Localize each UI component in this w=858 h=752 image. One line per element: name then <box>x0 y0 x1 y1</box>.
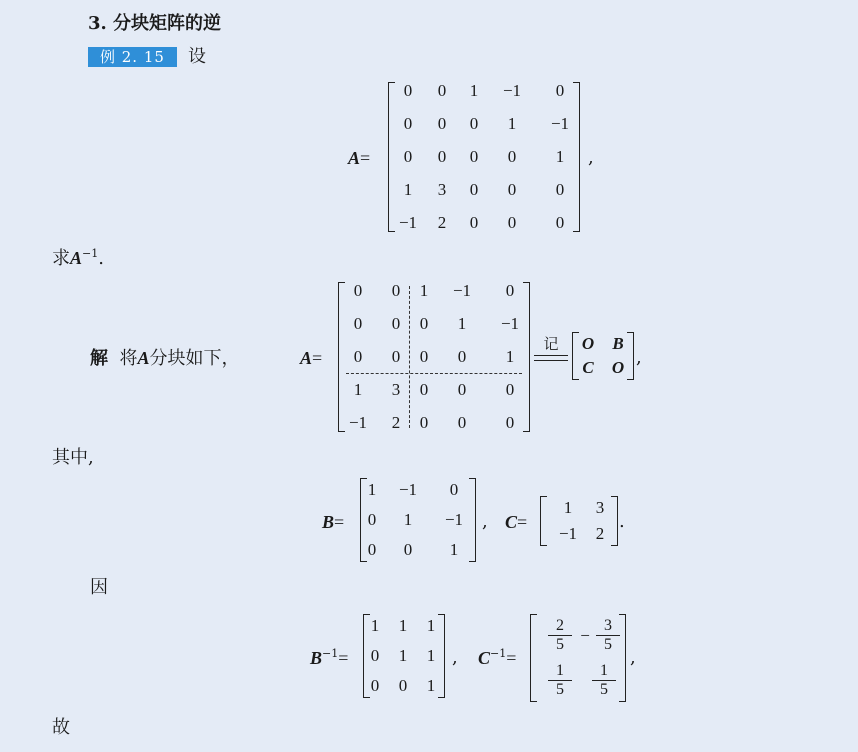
block-form <box>572 332 634 380</box>
notation-equals: 记 <box>534 336 568 366</box>
block-form-trail: , <box>636 347 642 368</box>
block-a-label: A= <box>300 348 323 368</box>
matrix-cell: −1 <box>398 480 418 499</box>
matrix-cell: 0 <box>505 413 515 432</box>
matrix-cell: 0 <box>507 180 517 199</box>
matrix-cell: 0 <box>370 676 380 695</box>
matrix-cell: 1 <box>398 616 408 635</box>
matrix-cell: 3 <box>437 180 447 199</box>
fraction-denominator: 5 <box>596 635 620 654</box>
matrix-cell: 0 <box>437 81 447 100</box>
matrix-cell: 0 <box>419 413 429 432</box>
matrix-cell: 0 <box>403 540 413 559</box>
fraction-sign: − <box>580 626 590 645</box>
matrix-c <box>540 496 618 546</box>
matrix-a-label: A= <box>348 148 371 168</box>
matrix-cell: 0 <box>457 347 467 366</box>
matrix-cell: 0 <box>403 81 413 100</box>
matrix-a-trail: , <box>588 147 594 168</box>
matrix-c-trail: . <box>619 511 625 532</box>
matrix-cell: 0 <box>391 347 401 366</box>
matrix-cell: 1 <box>457 314 467 333</box>
matrix-cell: 0 <box>469 147 479 166</box>
matrix-cell: 0 <box>555 180 565 199</box>
matrix-cell: 1 <box>370 616 380 635</box>
matrix-cell: 1 <box>367 480 377 499</box>
ask-line: 求$A^{-1}$. <box>52 247 104 269</box>
matrix-cell: 1 <box>403 180 413 199</box>
matrix-cell: 0 <box>391 314 401 333</box>
fraction-numerator: 3 <box>604 617 612 634</box>
matrix-cell: 1 <box>353 380 363 399</box>
matrix-binv-trail: , <box>452 647 458 668</box>
because-text: 因 <box>90 577 108 598</box>
matrix-cell: 0 <box>367 540 377 559</box>
matrix-c-label: C= <box>505 512 528 532</box>
matrix-cell: 0 <box>419 347 429 366</box>
matrix-cell: 0 <box>507 147 517 166</box>
matrix-cell: 0 <box>555 213 565 232</box>
matrix-cell: 2 <box>437 213 447 232</box>
fraction-numerator: 2 <box>556 617 564 634</box>
therefore-text: 故 <box>52 717 70 738</box>
matrix-cell: 2 <box>391 413 401 432</box>
matrix-cell: B <box>612 334 624 353</box>
section-title: 3. 分块矩阵的逆 <box>88 13 222 34</box>
matrix-cell: 3 <box>391 380 401 399</box>
fraction-denominator: 5 <box>548 680 572 699</box>
matrix-cell: 0 <box>469 180 479 199</box>
matrix-cell: 1 <box>419 281 429 300</box>
matrix-cell: 1 <box>403 510 413 529</box>
matrix-binv-label: $B^{-1}=$ <box>310 647 349 668</box>
matrix-b-label: B= <box>322 512 345 532</box>
matrix-cell: 0 <box>403 114 413 133</box>
solution-line: 解 将A分块如下， <box>90 348 240 369</box>
matrix-cell: 0 <box>449 480 459 499</box>
matrix-cell: 1 <box>469 81 479 100</box>
fraction-numerator: 1 <box>556 662 564 679</box>
matrix-cell: 0 <box>419 314 429 333</box>
matrix-cell: 0 <box>367 510 377 529</box>
matrix-cell: −1 <box>500 314 520 333</box>
matrix-cinv-trail: , <box>630 647 636 668</box>
matrix-cell: 0 <box>507 213 517 232</box>
matrix-cell: 1 <box>398 646 408 665</box>
matrix-cell: 3 <box>595 498 605 517</box>
matrix-cell: 0 <box>505 380 515 399</box>
matrix-cell: 0 <box>437 114 447 133</box>
fraction-numerator: 1 <box>600 662 608 679</box>
matrix-cell: 0 <box>370 646 380 665</box>
matrix-cell: 0 <box>403 147 413 166</box>
matrix-b-inverse <box>363 614 445 698</box>
matrix-cell: O <box>581 334 595 353</box>
matrix-cell: 0 <box>391 281 401 300</box>
matrix-cell: 0 <box>353 314 363 333</box>
matrix-cell: 1 <box>426 616 436 635</box>
matrix-cell: 0 <box>353 347 363 366</box>
matrix-b-trail: , <box>482 511 488 532</box>
matrix-cell: 1 <box>449 540 459 559</box>
matrix-cell: −1 <box>452 281 472 300</box>
fraction <box>548 617 572 654</box>
matrix-cell: 0 <box>398 676 408 695</box>
matrix-cell: 0 <box>353 281 363 300</box>
matrix-cell: 1 <box>426 676 436 695</box>
matrix-cell: 2 <box>595 524 605 543</box>
matrix-a <box>388 82 580 232</box>
example-text: 设 <box>188 46 206 67</box>
matrix-cell: 1 <box>426 646 436 665</box>
matrix-cell: −1 <box>398 213 418 232</box>
matrix-cell: 1 <box>555 147 565 166</box>
matrix-cinv-label: $C^{-1}=$ <box>478 647 517 668</box>
fraction-denominator: 5 <box>592 680 616 699</box>
where-text: 其中, <box>52 447 94 468</box>
matrix-cell: 0 <box>437 147 447 166</box>
matrix-b <box>360 478 476 562</box>
matrix-cell: C <box>582 358 594 377</box>
matrix-cell: 1 <box>563 498 573 517</box>
matrix-cell: 0 <box>457 413 467 432</box>
matrix-cell: 0 <box>505 281 515 300</box>
fraction <box>596 617 620 654</box>
matrix-c-inverse <box>530 614 626 702</box>
matrix-cell: 0 <box>469 213 479 232</box>
matrix-cell: −1 <box>558 524 578 543</box>
matrix-cell: −1 <box>550 114 570 133</box>
block-matrix-a <box>338 282 530 432</box>
matrix-cell: O <box>611 358 625 377</box>
matrix-cell: 1 <box>507 114 517 133</box>
block-divider-horizontal <box>346 373 522 374</box>
matrix-cell: 0 <box>555 81 565 100</box>
matrix-cell: 0 <box>469 114 479 133</box>
fraction <box>548 662 572 699</box>
matrix-cell: −1 <box>444 510 464 529</box>
matrix-cell: 0 <box>419 380 429 399</box>
matrix-cell: 1 <box>505 347 515 366</box>
matrix-cell: −1 <box>348 413 368 432</box>
matrix-cell: −1 <box>502 81 522 100</box>
matrix-cell: 0 <box>457 380 467 399</box>
example-label: 例 2. 15 <box>88 47 177 67</box>
fraction <box>592 662 616 699</box>
fraction-denominator: 5 <box>548 635 572 654</box>
